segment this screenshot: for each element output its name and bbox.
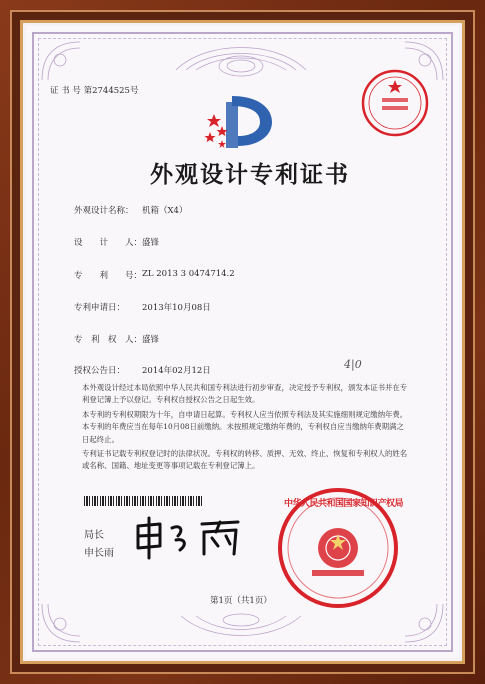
field-value: 盛锋: [142, 238, 160, 248]
top-ornament-icon: [166, 46, 316, 80]
field-value: 2014年02月12日: [142, 366, 211, 376]
paragraph-grant: 本外观设计经过本局依照中华人民共和国专利法进行初步审查，决定授予专利权，颁发本证书并在专利登记簿上予以登记。专利权自授权公告之日起生效。: [82, 383, 408, 405]
corner-ornament-top-left-icon: [40, 40, 90, 90]
field-label: 专 利 权 人：: [74, 335, 143, 345]
official-seal-text: 中华人民共和国国家知识产权局: [284, 499, 404, 509]
bottom-ornament-icon: [176, 612, 306, 638]
patent-office-logo-icon: [202, 92, 278, 150]
field-label: 专利申请日：: [74, 303, 126, 313]
certificate-number: 证 书 号 第2744525号: [50, 86, 139, 96]
field-label: 设 计 人：: [74, 238, 143, 248]
page-footer: 第1页（共1页）: [210, 596, 272, 606]
corner-ornament-bottom-left-icon: [40, 594, 90, 644]
barcode: [84, 496, 204, 506]
paragraph-term: 本专利的专利权期限为十年，自申请日起算。专利权人应当依照专利法及其实施细则规定缴纳年费。本专利的年费应当在每年10月08日前缴纳。未按照规定缴纳年费的，专利权自应当缴纳年费期满之日起终止。: [82, 410, 408, 444]
law-firm-stamp-icon: [360, 68, 430, 138]
field-label: 专 利 号：: [74, 271, 143, 281]
certificate-paper: [26, 26, 459, 658]
handwritten-note: 4|0: [344, 358, 362, 371]
page-title: 外观设计专利证书: [150, 161, 350, 188]
corner-ornament-bottom-right-icon: [395, 594, 445, 644]
director-title: 局长: [84, 530, 104, 541]
director-signature-icon: [130, 514, 250, 560]
field-label: 外观设计名称：: [74, 206, 134, 216]
paragraph-legal-status: 专利证书记载专利权登记时的法律状况。专利权的转移、质押、无效、终止、恢复和专利权人的姓名或名称、国籍、地址变更等事项记载在专利登记簿上。: [82, 449, 408, 471]
field-value: 2013年10月08日: [142, 303, 211, 313]
field-value: 盛锋: [142, 335, 160, 345]
director-name: 申长雨: [84, 548, 114, 559]
field-value: ZL 2013 3 0474714.2: [142, 269, 235, 279]
field-value: 机箱（X4）: [142, 206, 188, 216]
field-label: 授权公告日：: [74, 366, 126, 376]
